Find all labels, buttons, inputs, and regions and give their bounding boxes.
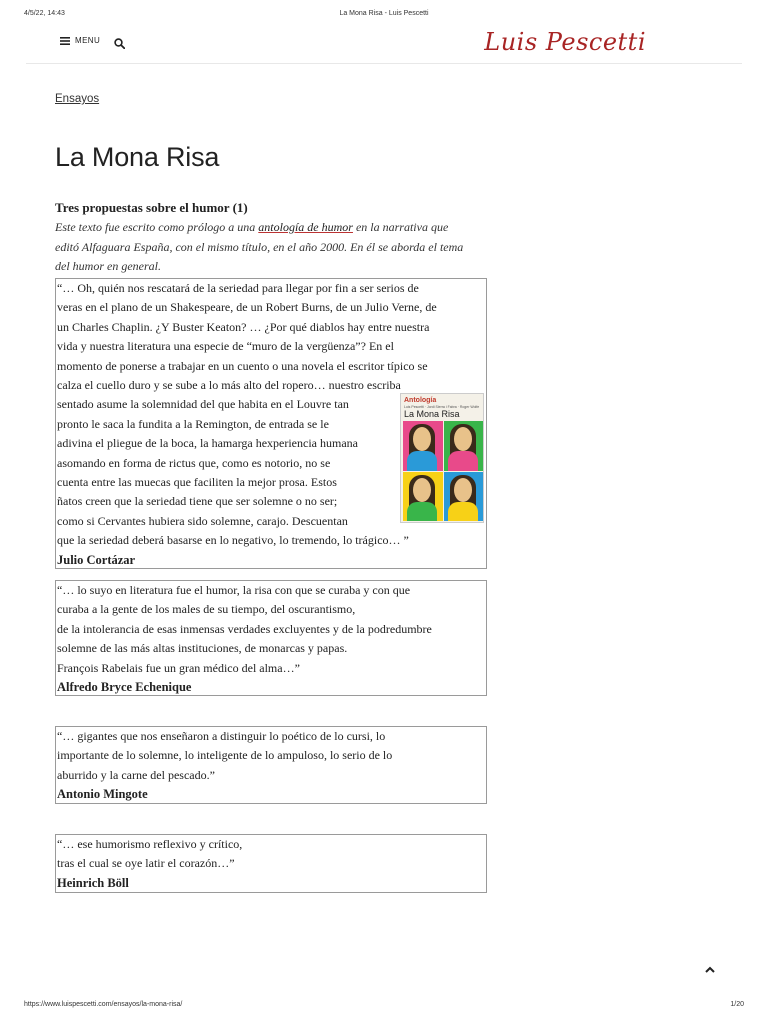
book-cover-image[interactable]	[400, 393, 484, 523]
quote-line: que la seriedad deberá basarse en lo negativo, lo tremendo, lo trágico… ”	[57, 533, 409, 548]
book-series-label: Antología	[404, 397, 437, 404]
mona-lisa-tile	[403, 472, 443, 522]
print-header	[24, 10, 744, 22]
quote-line: tras el cual se oye latir el corazón…”	[57, 856, 235, 871]
print-page-number: 1/20	[730, 1001, 744, 1008]
quote-line: curaba a la gente de los males de su tiempo, del oscurantismo,	[57, 602, 356, 617]
quote-line: como si Cervantes hubiera sido solemne, carajo. Descuentan	[57, 513, 348, 528]
print-datetime: 4/5/22, 14:43	[24, 10, 65, 17]
quote-box-mingote	[55, 726, 487, 804]
print-footer	[24, 1001, 744, 1013]
intro-text-after: en la narrativa que editó Alfaguara España, con el mismo título, en el año 2000. En él se aborda el tema del humor en general.	[55, 220, 464, 273]
quote-author: Antonio Mingote	[57, 787, 148, 802]
print-url: https://www.luispescetti.com/ensayos/la-mona-risa/	[24, 1001, 183, 1008]
mona-lisa-tile	[403, 421, 443, 471]
hamburger-icon	[60, 37, 70, 45]
print-doc-title: La Mona Risa - Luis Pescetti	[339, 10, 429, 17]
quote-line: calza el cuello duro y se sube a lo más alto del ropero… nuestro escriba	[57, 378, 401, 393]
quote-line: “… Oh, quién nos rescatará de la seriedad para llegar por fin a ser serios de	[57, 281, 419, 295]
quote-line: “… gigantes que nos enseñaron a distinguir lo poético de lo cursi, lo	[57, 729, 386, 743]
search-icon	[114, 38, 125, 49]
quote-line: solemne de las más altas instituciones, de monarcas y papas.	[57, 641, 348, 656]
site-header	[26, 30, 742, 64]
book-authors: Luis Pescetti · Jordi Sierra i Fabra · Roger Wolfe	[404, 405, 480, 409]
quote-line: vida y nuestra literatura una especie de “muro de la vergüenza”? En el	[57, 339, 394, 354]
menu-label: MENU	[75, 36, 101, 45]
intro-heading: Tres propuestas sobre el humor (1)	[55, 200, 248, 215]
quote-line: de la intolerancia de esas inmensas verdades excluyentes y de la podredumbre	[57, 621, 432, 636]
breadcrumb-ensayos[interactable]: Ensayos	[55, 93, 100, 105]
quote-box-boll	[55, 834, 487, 893]
quote-line: pronto le saca la fundita a la Remington, de entrada se le	[57, 416, 329, 431]
mona-lisa-grid	[403, 421, 483, 521]
page-title: La Mona Risa	[55, 142, 220, 172]
quote-author: Heinrich Böll	[57, 875, 129, 890]
antologia-link[interactable]: antología de humor	[258, 220, 353, 234]
menu-button[interactable]	[60, 36, 100, 45]
intro-text	[55, 218, 475, 277]
quote-line: sentado asume la solemnidad del que habita en el Louvre tan	[57, 397, 349, 412]
quote-line: adivina el pliegue de la boca, la hamarga hexperiencia humana	[57, 436, 358, 451]
chevron-up-icon	[704, 965, 716, 975]
quote-line: aburrido y la carne del pescado.”	[57, 767, 215, 782]
quote-line: François Rabelais fue un gran médico del alma…”	[57, 660, 300, 675]
quote-box-bryce-echenique	[55, 580, 487, 696]
mona-lisa-tile	[444, 472, 484, 522]
back-to-top-button[interactable]	[704, 962, 716, 980]
quote-line: un Charles Chaplin. ¿Y Buster Keaton? … ¿Por qué diablos hay entre nuestra	[57, 319, 430, 334]
quote-line: importante de lo solemne, lo inteligente de lo ampuloso, lo serio de lo	[57, 748, 393, 763]
book-title: La Mona Risa	[404, 409, 460, 419]
quote-author: Julio Cortázar	[57, 552, 136, 567]
mona-lisa-tile	[444, 421, 484, 471]
quote-author: Alfredo Bryce Echenique	[57, 680, 192, 695]
intro-text-before: Este texto fue escrito como prólogo a una	[55, 220, 259, 234]
search-button[interactable]	[114, 36, 125, 54]
site-logo[interactable]: Luis Pescetti	[484, 28, 646, 56]
quote-line: veras en el plano de un Shakespeare, de un Robert Burns, de un Julio Verne, de	[57, 300, 437, 315]
quote-line: momento de ponerse a trabajar en un cuento o una novela el escritor típico se	[57, 358, 428, 373]
quote-line: asomando en forma de rictus que, como es notorio, no se	[57, 455, 331, 470]
quote-line: “… ese humorismo reflexivo y crítico,	[57, 837, 243, 851]
quote-line: ñatos creen que la seriedad tiene que ser solemne o no ser;	[57, 494, 338, 509]
quote-line: cuenta entre las muecas que faciliten la mejor prosa. Estos	[57, 475, 337, 490]
quote-line: “… lo suyo en literatura fue el humor, la risa con que se curaba y con que	[57, 583, 411, 597]
